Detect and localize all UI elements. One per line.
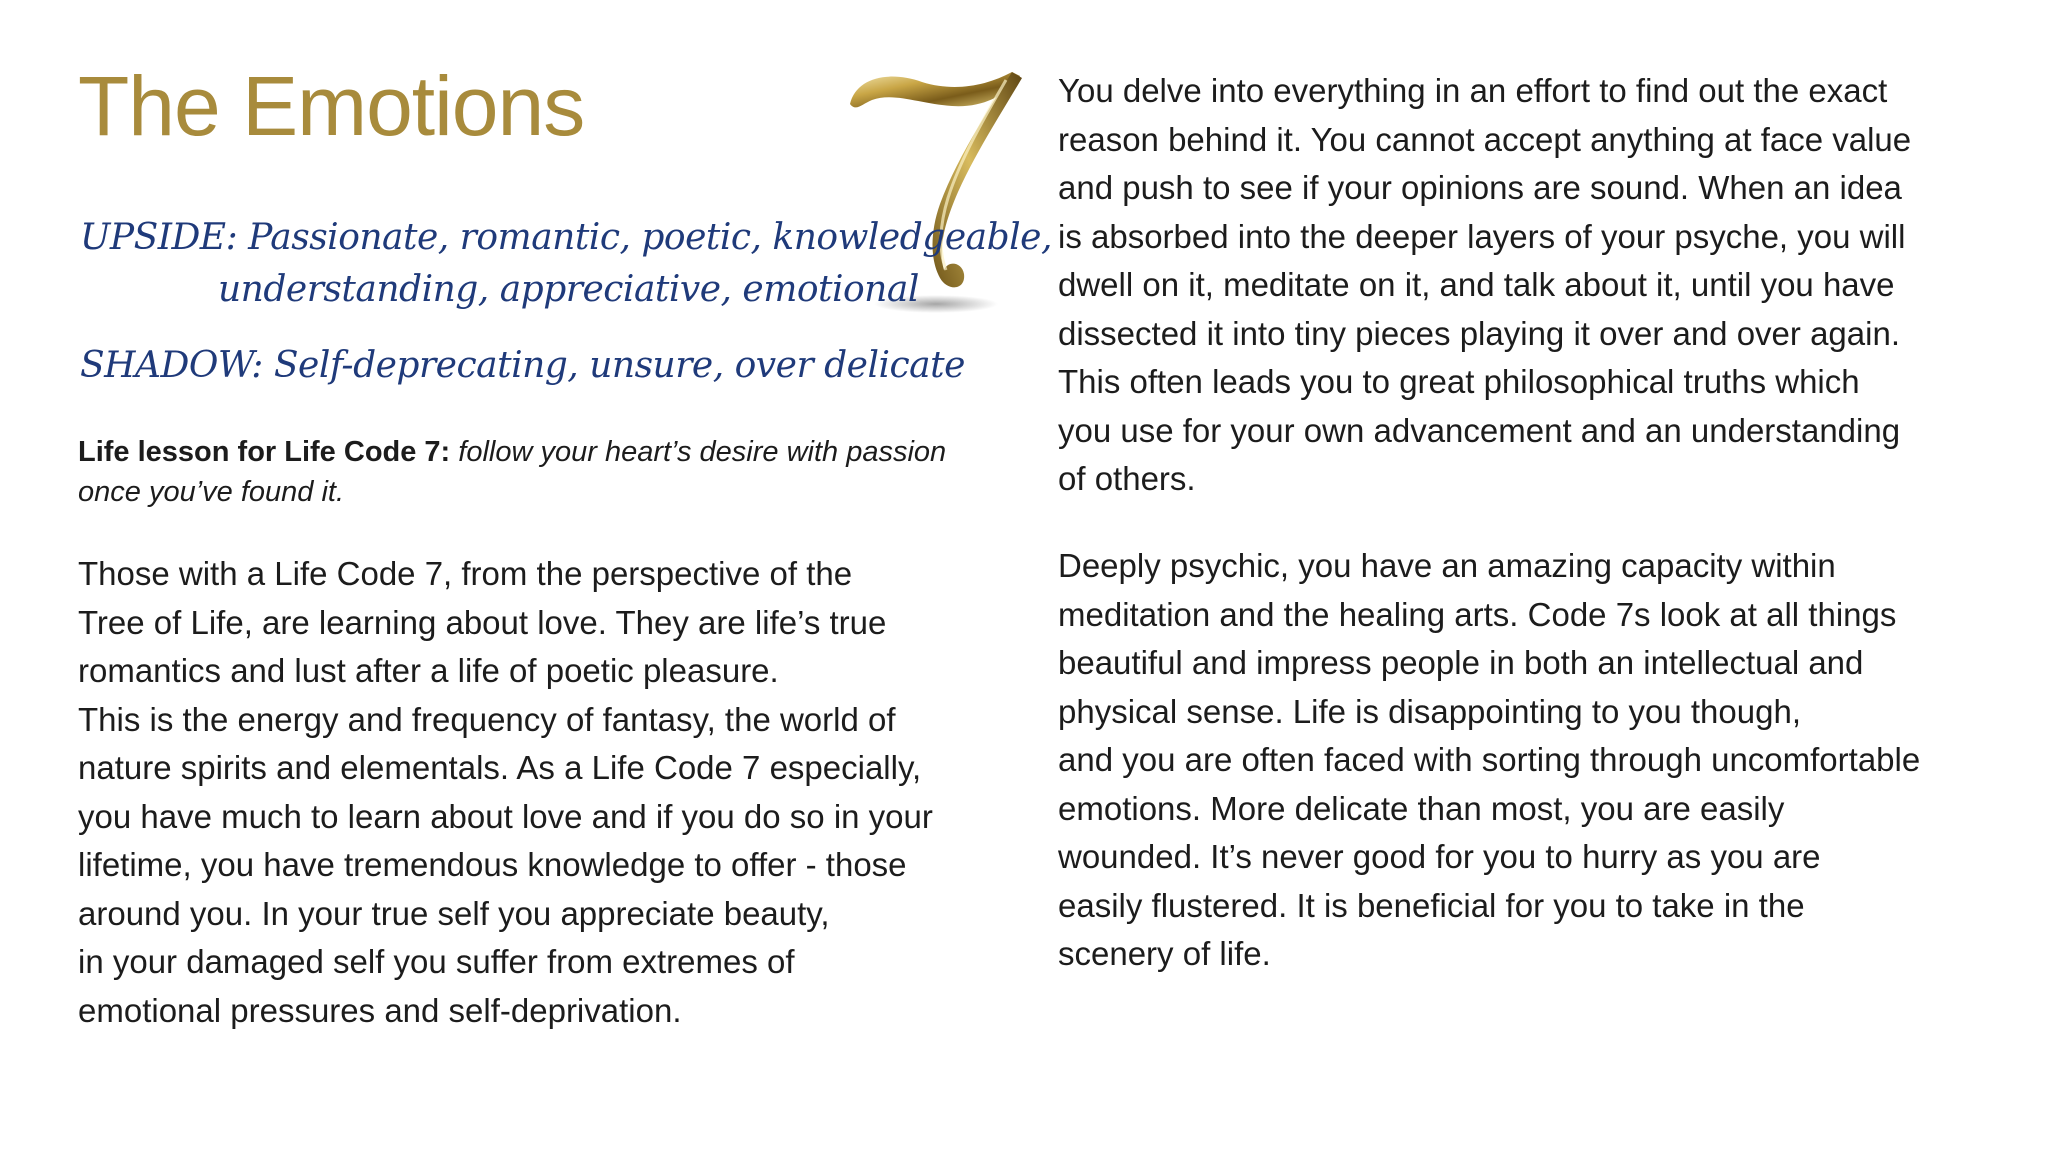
right-line: This often leads you to great philosophical truths which: [1058, 363, 1860, 400]
left-line: lifetime, you have tremendous knowledge to offer - those: [78, 846, 907, 883]
right-line: easily flustered. It is beneficial for you to take in the: [1058, 886, 1805, 924]
left-column-paragraph: [78, 550, 933, 1035]
right-line: you use for your own advancement and an understanding: [1058, 411, 1901, 449]
life-lesson-text-1: follow your heart’s desire with passion: [458, 436, 947, 468]
left-line: This is the energy and frequency of fantasy, the world of: [78, 700, 896, 738]
life-lesson-label: Life lesson for Life Code 7:: [78, 436, 451, 468]
left-line: in your damaged self you suffer from extremes of: [78, 943, 795, 980]
right-line: and you are often faced with sorting through uncomfortable: [1058, 741, 1921, 778]
left-line: you have much to learn about love and if you do so in your: [78, 797, 933, 835]
right-line: dwell on it, meditate on it, and talk about it, until you have: [1058, 266, 1895, 303]
left-line: Those with a Life Code 7, from the perspective of the: [78, 555, 853, 592]
right-line: You delve into everything in an effort to find out the exact: [1058, 72, 1888, 109]
life-lesson-text-2: once you’ve found it.: [78, 476, 345, 508]
left-line: Tree of Life, are learning about love. They are life’s true: [78, 603, 887, 641]
left-line: romantics and lust after a life of poetic pleasure.: [78, 652, 779, 689]
upside-line-2: understanding, appreciative, emotional: [218, 269, 919, 310]
right-line: scenery of life.: [1058, 935, 1271, 972]
right-line: physical sense. Life is disappointing to you though,: [1058, 692, 1801, 730]
right-line: meditation and the healing arts. Code 7s look at all things: [1058, 595, 1897, 633]
right-line: is absorbed into the deeper layers of your psyche, you will: [1058, 217, 1906, 255]
right-line: reason behind it. You cannot accept anything at face value: [1058, 120, 1912, 158]
right-line: Deeply psychic, you have an amazing capacity within: [1058, 547, 1836, 584]
right-line: beautiful and impress people in both an intellectual and: [1058, 644, 1864, 681]
right-column-paragraph-2: [1058, 542, 1920, 979]
left-line: nature spirits and elementals. As a Life Code 7 especially,: [78, 749, 922, 786]
left-line: around you. In your true self you appreciate beauty,: [78, 894, 830, 932]
life-lesson-line-2: [78, 472, 998, 512]
right-line: wounded. It’s never good for you to hurry as you are: [1058, 838, 1821, 875]
shadow-traits: SHADOW: Self-deprecating, unsure, over delicate: [80, 345, 965, 386]
right-line: of others.: [1058, 460, 1196, 497]
right-column-paragraph-1: [1058, 67, 1911, 504]
life-lesson: [78, 432, 998, 512]
life-lesson-line-1: [78, 432, 998, 472]
right-line: and push to see if your opinions are sound. When an idea: [1058, 169, 1902, 206]
right-line: emotions. More delicate than most, you are easily: [1058, 789, 1785, 827]
left-line: emotional pressures and self-deprivation.: [78, 991, 682, 1029]
right-line: dissected it into tiny pieces playing it over and over again.: [1058, 314, 1900, 352]
upside-line-1: UPSIDE: Passionate, romantic, poetic, knowledgeable,: [80, 217, 1052, 258]
page-title: The Emotions: [78, 59, 585, 153]
